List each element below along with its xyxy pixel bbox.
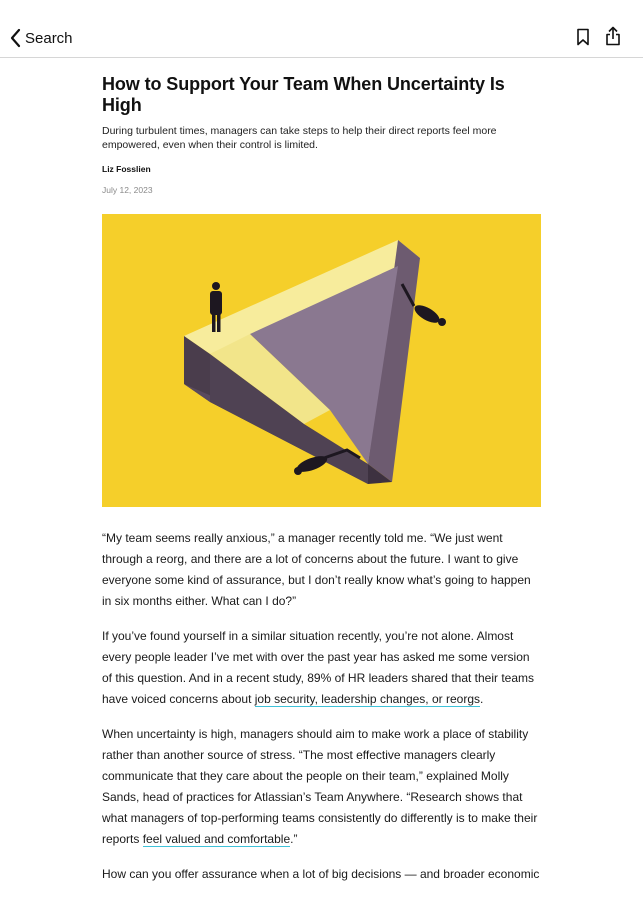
article-date: July 12, 2023 xyxy=(102,185,153,195)
hero-illustration xyxy=(102,214,541,507)
bookmark-icon[interactable] xyxy=(576,28,590,46)
article-header xyxy=(102,74,542,195)
paragraph-3 xyxy=(102,724,542,850)
article-summary: During turbulent times, managers can take steps to help their direct reports feel more empowered, even when their control is limited. xyxy=(102,125,497,151)
chevron-left-icon xyxy=(9,28,21,48)
article-title: How to Support Your Team When Uncertainty Is High xyxy=(102,74,505,115)
paragraph-2-end: . xyxy=(480,692,484,706)
article-body xyxy=(102,528,542,899)
paragraph-3-text: When uncertainty is high, managers should aim to make work a place of stability rather than another source of stress. “The most effective managers clearly communicate that they care about the people on their team,” explained Molly Sands, head of practices for Atlassian’s Team Anywhere. “Research shows that what managers of top-performing teams consistently do differently is to make their reports xyxy=(102,727,538,846)
top-navigation-bar xyxy=(0,0,643,58)
back-button-label: Search xyxy=(25,29,73,47)
link-feel-valued[interactable]: feel valued and comfortable xyxy=(142,832,291,846)
impossible-triangle-illustration xyxy=(102,214,541,507)
paragraph-1: “My team seems really anxious,” a manager recently told me. “We just went through a reorg, and there are a lot of concerns about the future. I want to give everyone some kind of assurance, but I don’t really know what’s going to happen in six months either. What can I do?” xyxy=(102,531,531,608)
paragraph-4: How can you offer assurance when a lot of big decisions — and broader economic xyxy=(102,867,540,881)
paragraph-2 xyxy=(102,626,542,710)
article-author[interactable]: Liz Fosslien xyxy=(102,164,151,174)
paragraph-3-end: .” xyxy=(290,832,298,846)
paragraph-2-text: If you’ve found yourself in a similar situation recently, you’re not alone. Almost every people leader I’ve met with over the past year has asked me some version of this question. And in a recent study, 89% of HR leaders shared that their teams have voiced concerns about xyxy=(102,629,535,706)
link-job-security[interactable]: job security, leadership changes, or reorgs xyxy=(254,692,480,706)
share-icon[interactable] xyxy=(605,26,621,46)
back-button[interactable] xyxy=(9,28,73,48)
